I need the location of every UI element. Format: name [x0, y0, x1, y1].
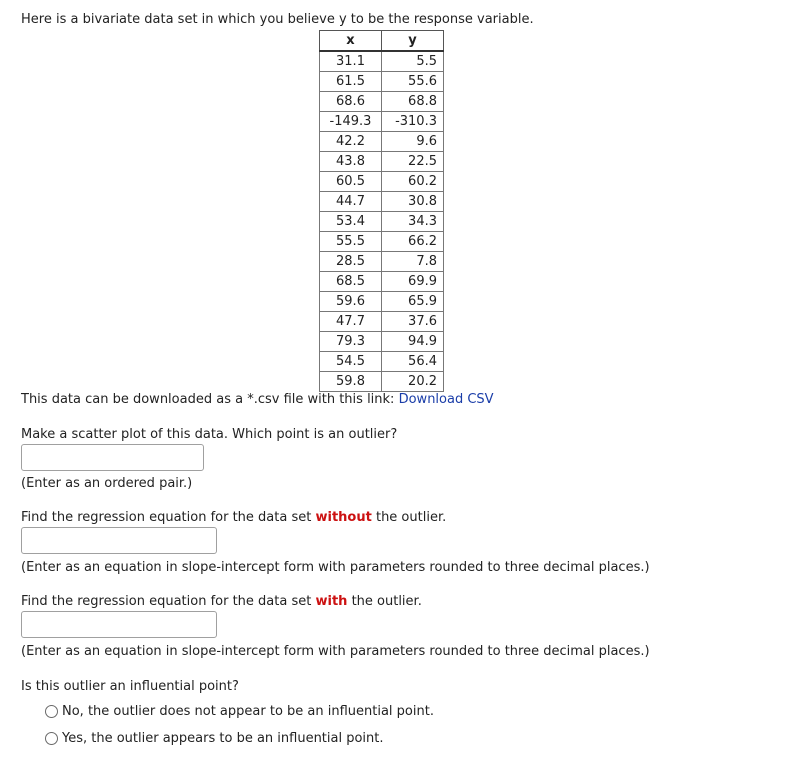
- cell-y: 69.9: [382, 272, 444, 292]
- table-row: [320, 112, 444, 132]
- q2-hint: (Enter as an equation in slope-intercept form with parameters rounded to three decimal places.): [21, 560, 650, 575]
- radio-button-icon[interactable]: [45, 705, 58, 718]
- cell-x: 28.5: [320, 252, 382, 272]
- cell-y: 56.4: [382, 352, 444, 372]
- q3-hint: (Enter as an equation in slope-intercept form with parameters rounded to three decimal places.): [21, 644, 650, 659]
- cell-y: 60.2: [382, 172, 444, 192]
- table-row: [320, 332, 444, 352]
- column-header-x: x: [320, 31, 382, 52]
- cell-y: -310.3: [382, 112, 444, 132]
- cell-x: 68.5: [320, 272, 382, 292]
- table-row: [320, 312, 444, 332]
- cell-x: 43.8: [320, 152, 382, 172]
- cell-y: 7.8: [382, 252, 444, 272]
- q2-prompt: [21, 510, 446, 526]
- cell-y: 5.5: [382, 51, 444, 72]
- table-row: [320, 372, 444, 392]
- data-table: [319, 30, 444, 392]
- cell-y: 65.9: [382, 292, 444, 312]
- table-row: [320, 212, 444, 232]
- table-row: [320, 232, 444, 252]
- cell-y: 9.6: [382, 132, 444, 152]
- cell-y: 20.2: [382, 372, 444, 392]
- radio-option-no-label: No, the outlier does not appear to be an influential point.: [62, 704, 434, 719]
- cell-x: 31.1: [320, 51, 382, 72]
- cell-x: 61.5: [320, 72, 382, 92]
- cell-x: 68.6: [320, 92, 382, 112]
- download-line: [21, 392, 494, 408]
- radio-button-icon[interactable]: [45, 732, 58, 745]
- download-text: This data can be downloaded as a *.csv file with this link:: [21, 392, 395, 407]
- table-row: [320, 252, 444, 272]
- table-row: [320, 292, 444, 312]
- q3-prompt: [21, 594, 422, 610]
- radio-option-no[interactable]: [45, 704, 434, 719]
- table-row: [320, 72, 444, 92]
- radio-option-yes[interactable]: [45, 731, 384, 746]
- cell-y: 37.6: [382, 312, 444, 332]
- cell-x: 79.3: [320, 332, 382, 352]
- cell-y: 22.5: [382, 152, 444, 172]
- cell-x: 42.2: [320, 132, 382, 152]
- table-row: [320, 92, 444, 112]
- download-csv-link[interactable]: Download CSV: [398, 392, 494, 407]
- cell-x: 53.4: [320, 212, 382, 232]
- table-row: [320, 132, 444, 152]
- regression-with-outlier-input[interactable]: [21, 611, 217, 638]
- table-row: [320, 152, 444, 172]
- cell-y: 30.8: [382, 192, 444, 212]
- table-row: [320, 172, 444, 192]
- q3-prompt-emphasis: with: [315, 594, 348, 609]
- outlier-input[interactable]: [21, 444, 204, 471]
- q1-hint: (Enter as an ordered pair.): [21, 476, 193, 491]
- regression-without-outlier-input[interactable]: [21, 527, 217, 554]
- table-row: [320, 272, 444, 292]
- table-body: [320, 51, 444, 392]
- column-header-y: y: [382, 31, 444, 52]
- q3-prompt-after: the outlier.: [351, 594, 422, 609]
- cell-x: 47.7: [320, 312, 382, 332]
- table-header-row: [320, 31, 444, 52]
- cell-y: 34.3: [382, 212, 444, 232]
- q3-prompt-before: Find the regression equation for the data set: [21, 594, 312, 609]
- cell-x: 60.5: [320, 172, 382, 192]
- q4-prompt: Is this outlier an influential point?: [21, 679, 239, 694]
- cell-x: 59.6: [320, 292, 382, 312]
- cell-x: -149.3: [320, 112, 382, 132]
- radio-option-yes-label: Yes, the outlier appears to be an influential point.: [62, 731, 384, 746]
- cell-y: 68.8: [382, 92, 444, 112]
- q2-prompt-emphasis: without: [315, 510, 372, 525]
- cell-x: 44.7: [320, 192, 382, 212]
- table-row: [320, 192, 444, 212]
- cell-y: 94.9: [382, 332, 444, 352]
- cell-y: 55.6: [382, 72, 444, 92]
- intro-text: Here is a bivariate data set in which you believe y to be the response variable.: [21, 12, 534, 27]
- q1-prompt: Make a scatter plot of this data. Which point is an outlier?: [21, 427, 398, 442]
- cell-y: 66.2: [382, 232, 444, 252]
- table-row: [320, 51, 444, 72]
- table-row: [320, 352, 444, 372]
- cell-x: 54.5: [320, 352, 382, 372]
- q2-prompt-before: Find the regression equation for the data set: [21, 510, 312, 525]
- q2-prompt-after: the outlier.: [375, 510, 447, 525]
- cell-x: 59.8: [320, 372, 382, 392]
- cell-x: 55.5: [320, 232, 382, 252]
